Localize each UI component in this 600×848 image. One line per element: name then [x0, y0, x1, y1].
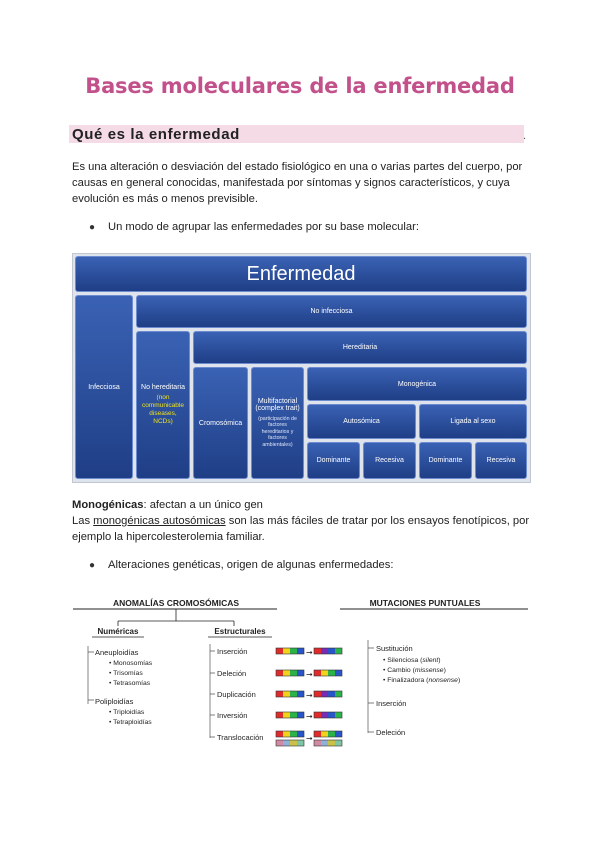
cambio-item — [383, 667, 446, 674]
no-infecciosa-box: No infecciosa — [136, 295, 527, 328]
intro-line-1: Es una alteración o desviación del estado fisiológico en una o varias partes del cuerpo, por — [72, 161, 523, 173]
monogenicas-rest: : afectan a un único gen — [143, 499, 263, 511]
insercion-mutacion-label: Inserción — [376, 699, 407, 708]
delecion-mutacion-label: Deleción — [376, 728, 406, 737]
svg-text:➞: ➞ — [306, 648, 313, 657]
multi-sub-1: (participación de — [258, 415, 297, 422]
multifactorial-label: Multifactorial — [257, 397, 298, 405]
numericas-label: Numéricas — [97, 627, 139, 636]
monogenicas-line-3: ejemplo la hipercolesterolemia familiar. — [72, 531, 265, 543]
finalizadora-close: ) — [457, 677, 461, 684]
estructurales-tree — [210, 644, 215, 738]
mono-l2b: son las más fáciles de tratar por los ensayos fenotípicos, por — [225, 515, 530, 527]
cromosomica-box: Cromosómica — [193, 367, 248, 479]
finalizadora-label: • Finalizadora ( — [383, 677, 429, 684]
dominante-box-2: Dominante — [419, 442, 472, 479]
ncd-line-1: (non — [156, 394, 170, 401]
monogenicas-autosomicas-underlined: monogénicas autosómicas — [93, 515, 226, 527]
enfermedad-box: Enfermedad — [75, 256, 527, 292]
bullet-dot-2: ● — [89, 560, 96, 571]
insercion-label: Inserción — [217, 647, 248, 656]
cambio-label: • Cambio ( — [383, 667, 415, 674]
multi-sub-2: factores — [268, 422, 287, 429]
tetraploidias-label: • Tetraploidías — [109, 719, 152, 726]
svg-text:➞: ➞ — [306, 734, 313, 743]
infecciosa-box: Infecciosa — [75, 295, 133, 479]
no-hereditaria-label: No hereditaria — [141, 384, 185, 391]
duplicacion-scheme — [276, 691, 342, 700]
recesiva-box-1: Recesiva — [363, 442, 416, 479]
sustitucion-label: Sustitución — [376, 644, 413, 653]
heading-dot: . — [523, 130, 527, 142]
inversion-scheme — [276, 712, 342, 721]
aneuploidias-label: Aneuploidías — [95, 648, 139, 657]
duplicacion-label: Duplicación — [217, 690, 256, 699]
finalizadora-item — [383, 677, 460, 684]
silent-term: silent — [422, 657, 439, 664]
svg-text:➞: ➞ — [306, 691, 313, 700]
nonsense-term: nonsense — [428, 677, 458, 684]
tetrasomias-label: • Tetrasomías — [109, 680, 151, 687]
insercion-scheme — [276, 648, 342, 657]
ncd-line-4: NCDs) — [153, 418, 173, 425]
translocacion-scheme — [276, 731, 342, 746]
trisomias-label: • Trisomías — [109, 670, 143, 677]
intro-line-2: causas en general conocidas, manifestada por síntomas y signos característicos, y cuya — [72, 177, 510, 189]
silenciosa-label: • Silenciosa ( — [383, 657, 423, 664]
dominante-box-1: Dominante — [307, 442, 360, 479]
poliploidias-label: Poliploidías — [95, 697, 134, 706]
recesiva-box-2: Recesiva — [475, 442, 527, 479]
multi-sub-4: factores — [268, 435, 287, 442]
multi-sub-3: hereditarios y — [261, 428, 294, 435]
ligada-sexo-box: Ligada al sexo — [419, 404, 527, 439]
translocacion-label: Translocación — [217, 733, 264, 742]
monosomias-label: • Monosomías — [109, 660, 153, 667]
anomalias-heading: ANOMALÍAS CROMOSÓMICAS — [112, 598, 240, 608]
multi-sub-5: ambientales) — [262, 441, 293, 448]
page-title: Bases moleculares de la enfermedad — [85, 74, 515, 98]
inversion-label: Inversión — [217, 711, 248, 720]
silenciosa-close: ) — [438, 657, 441, 664]
mutaciones-tree — [368, 640, 374, 733]
svg-text:➞: ➞ — [306, 670, 313, 679]
ncd-line-3: diseases, — [149, 410, 177, 417]
svg-text:➞: ➞ — [306, 712, 313, 721]
cambio-close: ) — [443, 667, 446, 674]
section-heading: Qué es la enfermedad — [72, 126, 240, 143]
monogenicas-bold: Monogénicas — [72, 499, 144, 511]
silenciosa-item — [383, 657, 441, 664]
delecion-scheme — [276, 670, 342, 679]
monogenica-box: Monogénica — [307, 367, 527, 401]
ncd-line-2: communicable — [142, 402, 184, 409]
triploidias-label: • Triploidías — [109, 709, 145, 716]
autosomica-box: Autosómica — [307, 404, 416, 439]
hereditaria-box: Hereditaria — [193, 331, 527, 364]
mono-l2a: Las — [72, 515, 94, 527]
bullet-text-1: Un modo de agrupar las enfermedades por su base molecular: — [108, 221, 419, 233]
numericas-tree — [88, 646, 94, 704]
intro-line-3: evolución es más o menos previsible. — [72, 193, 258, 205]
mutaciones-heading: MUTACIONES PUNTUALES — [369, 598, 481, 608]
delecion-label: Deleción — [217, 669, 247, 678]
complex-trait-label: (complex trait) — [255, 404, 300, 412]
estructurales-label: Estructurales — [214, 627, 266, 636]
missense-term: missense — [414, 667, 444, 674]
bullet-text-2: Alteraciones genéticas, origen de algunas enfermedades: — [108, 559, 394, 571]
bullet-dot: ● — [89, 222, 96, 233]
